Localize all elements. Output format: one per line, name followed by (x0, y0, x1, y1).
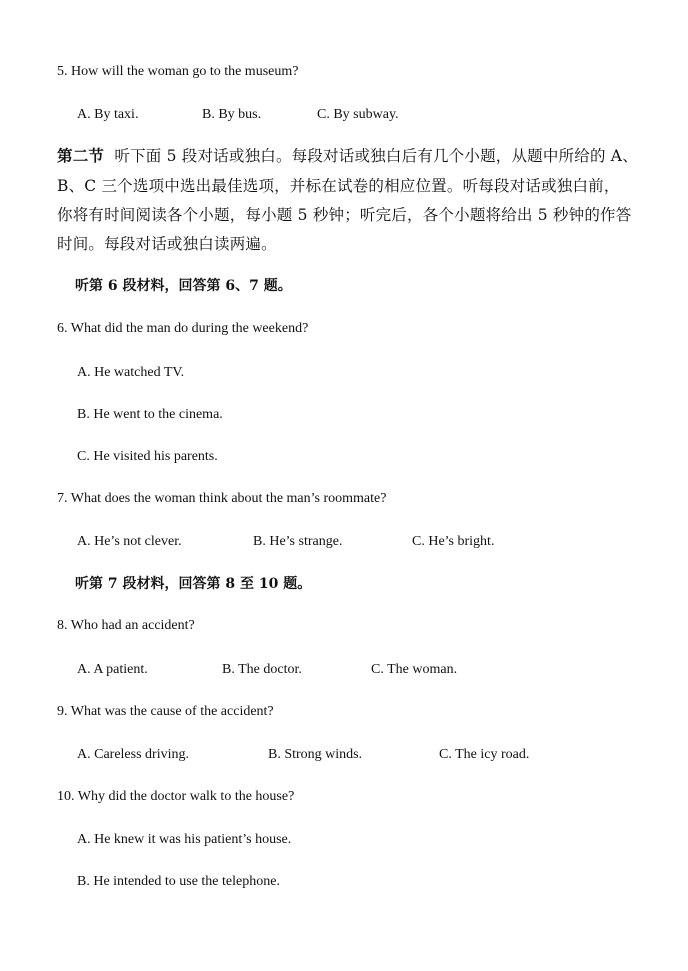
option-b: B. By bus. (202, 107, 262, 122)
question-8-options (77, 661, 457, 679)
section-2-line-3: 你将有时间阅读各个小题，每小题 5 秒钟；听完后，各个小题将给出 5 秒钟的作答 (57, 206, 632, 224)
option-a: A. By taxi. (77, 107, 139, 122)
question-6-option-c: C. He visited his parents. (77, 449, 218, 464)
option-a: A. He’s not clever. (77, 534, 182, 549)
option-b: B. The doctor. (222, 662, 302, 677)
question-6: 6. What did the man do during the weekend? (57, 321, 309, 336)
section-2-line-1: 第二节 听下面 5 段对话或独白。每段对话或独白后有几个小题，从题中所给的 A、 (57, 146, 638, 165)
option-a: A. A patient. (77, 662, 148, 677)
question-10: 10. Why did the doctor walk to the house? (57, 789, 295, 804)
listening-instruction-1: 听第 6 段材料，回答第 6、7 题。 (75, 278, 292, 294)
question-5-options (77, 106, 399, 124)
section-2-heading: 第二节 (57, 146, 105, 165)
section-2-line-2: B、C 三个选项中选出最佳选项，并标在试卷的相应位置。听每段对话或独白前， (57, 177, 620, 195)
option-c: C. He’s bright. (412, 534, 495, 549)
question-7-options (77, 533, 494, 551)
question-8: 8. Who had an accident? (57, 618, 195, 633)
question-6-option-b: B. He went to the cinema. (77, 407, 223, 422)
option-c: C. By subway. (317, 107, 399, 122)
option-c: C. The icy road. (439, 747, 530, 762)
question-10-option-a: A. He knew it was his patient’s house. (77, 832, 292, 847)
question-9: 9. What was the cause of the accident? (57, 704, 274, 719)
question-10-option-b: B. He intended to use the telephone. (77, 874, 280, 889)
option-a: A. Careless driving. (77, 747, 189, 762)
section-2-line-4: 时间。每段对话或独白读两遍。 (57, 235, 277, 253)
question-7: 7. What does the woman think about the man’s roommate? (57, 491, 387, 506)
listening-instruction-2: 听第 7 段材料，回答第 8 至 10 题。 (75, 576, 312, 592)
option-b: B. He’s strange. (253, 534, 343, 549)
question-5: 5. How will the woman go to the museum? (57, 64, 299, 79)
option-b: B. Strong winds. (268, 747, 363, 762)
question-9-options (77, 746, 529, 764)
option-c: C. The woman. (371, 662, 458, 677)
question-6-option-a: A. He watched TV. (77, 365, 185, 380)
